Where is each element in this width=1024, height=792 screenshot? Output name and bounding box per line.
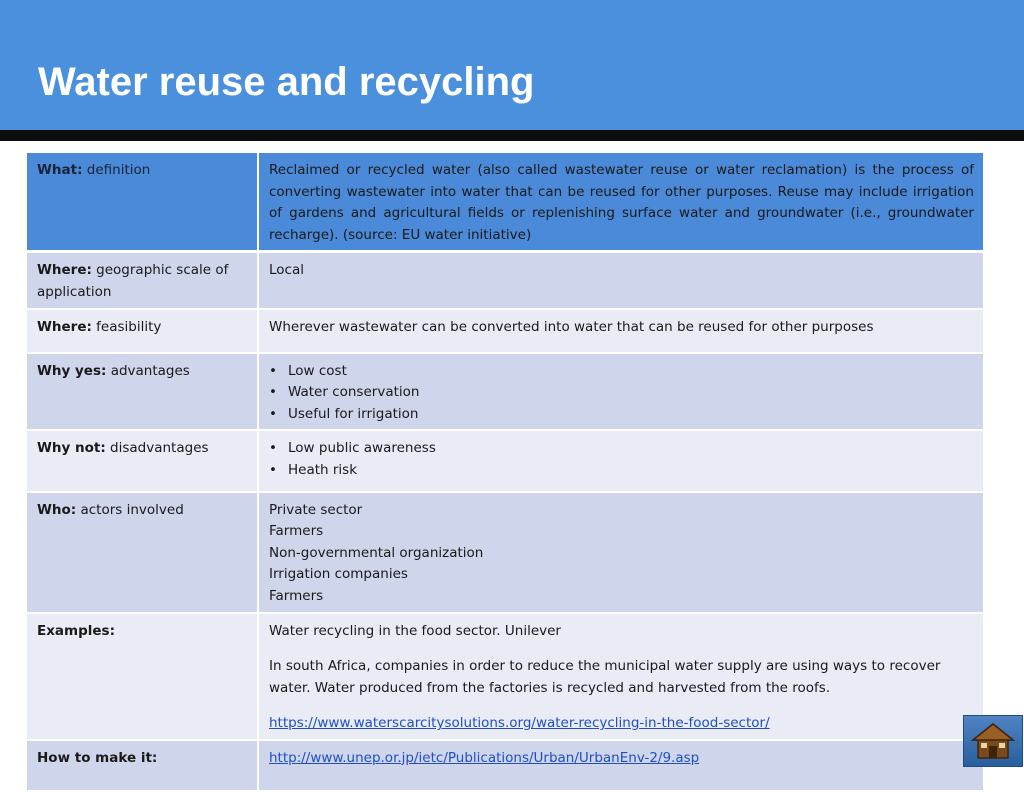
row-label: How to make it: xyxy=(26,740,258,791)
row-label: Examples: xyxy=(26,613,258,740)
list-item: Farmers xyxy=(269,523,324,540)
list-item: • Heath risk xyxy=(269,460,974,482)
table-row-who xyxy=(26,492,984,613)
table-row-what xyxy=(26,152,984,252)
info-table xyxy=(25,151,985,792)
actors-list xyxy=(269,500,974,608)
row-label: Where: geographic scale of application xyxy=(26,252,258,309)
home-button[interactable] xyxy=(963,715,1023,767)
advantages-list xyxy=(269,361,974,426)
list-item: Non-governmental organization xyxy=(269,544,484,561)
page-title: Water reuse and recycling xyxy=(38,60,535,104)
what-definition-text: Reclaimed or recycled water (also called wastewater reuse or water reclamation) is the process of converting wastewater into water that can be reused for other purposes. Reuse may include irrigation of gardens and agricultural fields or replenishing surface water and groundwater (i.e., groundwater recharge). (source: EU water initiative) xyxy=(258,152,984,252)
row-label: Where: feasibility xyxy=(26,309,258,353)
table-row-why-not xyxy=(26,430,984,491)
table-row-where-feasibility xyxy=(26,309,984,353)
where-feasibility-text: Wherever wastewater can be converted into water that can be reused for other purposes xyxy=(258,309,984,353)
example-text: In south Africa, companies in order to reduce the municipal water supply are using ways to recover water. Water produced from the factories is recycled and harvested from the roofs. xyxy=(269,658,941,696)
list-item: Farmers xyxy=(269,587,324,604)
table-row-why-yes xyxy=(26,353,984,431)
example-link[interactable]: https://www.waterscarcitysolutions.org/water-recycling-in-the-food-sector/ xyxy=(269,715,770,732)
row-label: Who: actors involved xyxy=(26,492,258,613)
row-label: Why not: disadvantages xyxy=(26,430,258,491)
row-label: Why yes: advantages xyxy=(26,353,258,431)
list-item: Private sector xyxy=(269,501,363,518)
advantages-cell xyxy=(258,353,984,431)
how-link[interactable]: http://www.unep.or.jp/ietc/Publications/Urban/UrbanEnv-2/9.asp xyxy=(269,749,700,766)
list-item: • Low public awareness xyxy=(269,438,974,460)
where-scale-text: Local xyxy=(258,252,984,309)
home-icon xyxy=(971,720,1015,762)
how-cell xyxy=(258,740,984,791)
example-link-paragraph xyxy=(269,713,974,735)
disadvantages-cell xyxy=(258,430,984,491)
actors-cell xyxy=(258,492,984,613)
list-item: • Water conservation xyxy=(269,382,974,404)
examples-cell xyxy=(258,613,984,740)
list-item: Irrigation companies xyxy=(269,566,408,583)
example-text: Water recycling in the food sector. Unilever xyxy=(269,622,561,639)
header-divider xyxy=(0,130,1024,141)
disadvantages-list xyxy=(269,438,974,481)
row-label: What: definition xyxy=(26,152,258,252)
table-row-where-scale xyxy=(26,252,984,309)
table-row-how xyxy=(26,740,984,791)
list-item: • Useful for irrigation xyxy=(269,404,974,426)
table-row-examples xyxy=(26,613,984,740)
slide-header xyxy=(0,0,1024,130)
list-item: • Low cost xyxy=(269,361,974,383)
